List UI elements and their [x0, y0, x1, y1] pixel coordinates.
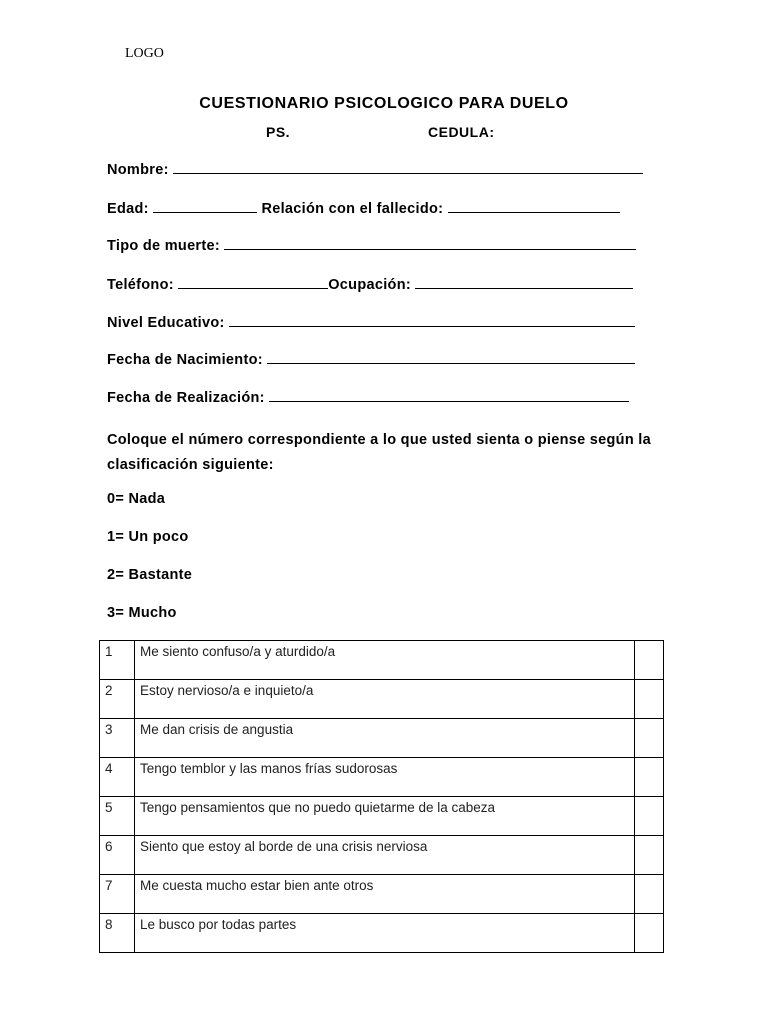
ps-label: PS.: [266, 124, 291, 140]
tipo-muerte-field[interactable]: [224, 237, 636, 250]
questionnaire-table: [99, 640, 664, 953]
relacion-field[interactable]: [448, 200, 620, 213]
table-row: [100, 758, 664, 797]
nombre-field[interactable]: [173, 161, 643, 174]
item-text: Tengo pensamientos que no puedo quietarme de la cabeza: [135, 797, 635, 836]
answer-cell[interactable]: [635, 680, 664, 719]
logo-text: LOGO: [125, 46, 164, 61]
telefono-row: [107, 276, 667, 293]
instructions: Coloque el número correspondiente a lo que usted sienta o piense según la clasificación siguiente:: [107, 432, 651, 473]
item-number: 6: [100, 836, 135, 875]
table-row: [100, 641, 664, 680]
table-row: [100, 719, 664, 758]
answer-cell[interactable]: [635, 719, 664, 758]
ocupacion-label: Ocupación:: [328, 277, 411, 293]
fecha-realizacion-field[interactable]: [269, 389, 629, 402]
telefono-label: Teléfono:: [107, 277, 174, 293]
edad-field[interactable]: [153, 200, 257, 213]
answer-cell[interactable]: [635, 758, 664, 797]
nivel-educativo-field[interactable]: [229, 314, 635, 327]
ocupacion-field[interactable]: [415, 276, 633, 289]
scale-item-2: 2= Bastante: [107, 567, 193, 583]
item-number: 7: [100, 875, 135, 914]
relacion-label: Relación con el fallecido:: [261, 201, 444, 217]
telefono-field[interactable]: [178, 276, 328, 289]
answer-cell[interactable]: [635, 875, 664, 914]
answer-cell[interactable]: [635, 836, 664, 875]
item-number: 3: [100, 719, 135, 758]
scale-item-0: 0= Nada: [107, 491, 166, 507]
fecha-realizacion-row: [107, 389, 667, 406]
cedula-label: CEDULA:: [428, 124, 495, 140]
fecha-realizacion-label: Fecha de Realización:: [107, 390, 265, 406]
table-row: [100, 836, 664, 875]
answer-cell[interactable]: [635, 914, 664, 953]
fecha-nacimiento-row: [107, 351, 667, 368]
edad-row: [107, 200, 667, 217]
page-title: CUESTIONARIO PSICOLOGICO PARA DUELO: [199, 95, 569, 112]
tipo-muerte-row: [107, 237, 667, 254]
table-row: [100, 875, 664, 914]
nombre-row: [107, 161, 667, 178]
nombre-label: Nombre:: [107, 162, 169, 178]
item-text: Tengo temblor y las manos frías sudorosas: [135, 758, 635, 797]
item-text: Le busco por todas partes: [135, 914, 635, 953]
table-row: [100, 797, 664, 836]
item-text: Me dan crisis de angustia: [135, 719, 635, 758]
fecha-nacimiento-field[interactable]: [267, 351, 635, 364]
nivel-educativo-label: Nivel Educativo:: [107, 315, 225, 331]
tipo-muerte-label: Tipo de muerte:: [107, 238, 220, 254]
item-number: 8: [100, 914, 135, 953]
fecha-nacimiento-label: Fecha de Nacimiento:: [107, 352, 263, 368]
item-number: 5: [100, 797, 135, 836]
table-row: [100, 680, 664, 719]
nivel-educativo-row: [107, 314, 667, 331]
answer-cell[interactable]: [635, 641, 664, 680]
edad-label: Edad:: [107, 201, 149, 217]
scale-item-3: 3= Mucho: [107, 605, 177, 621]
item-number: 2: [100, 680, 135, 719]
item-text: Me siento confuso/a y aturdido/a: [135, 641, 635, 680]
item-text: Siento que estoy al borde de una crisis nerviosa: [135, 836, 635, 875]
table-row: [100, 914, 664, 953]
item-text: Estoy nervioso/a e inquieto/a: [135, 680, 635, 719]
scale-item-1: 1= Un poco: [107, 529, 189, 545]
item-text: Me cuesta mucho estar bien ante otros: [135, 875, 635, 914]
answer-cell[interactable]: [635, 797, 664, 836]
item-number: 4: [100, 758, 135, 797]
item-number: 1: [100, 641, 135, 680]
